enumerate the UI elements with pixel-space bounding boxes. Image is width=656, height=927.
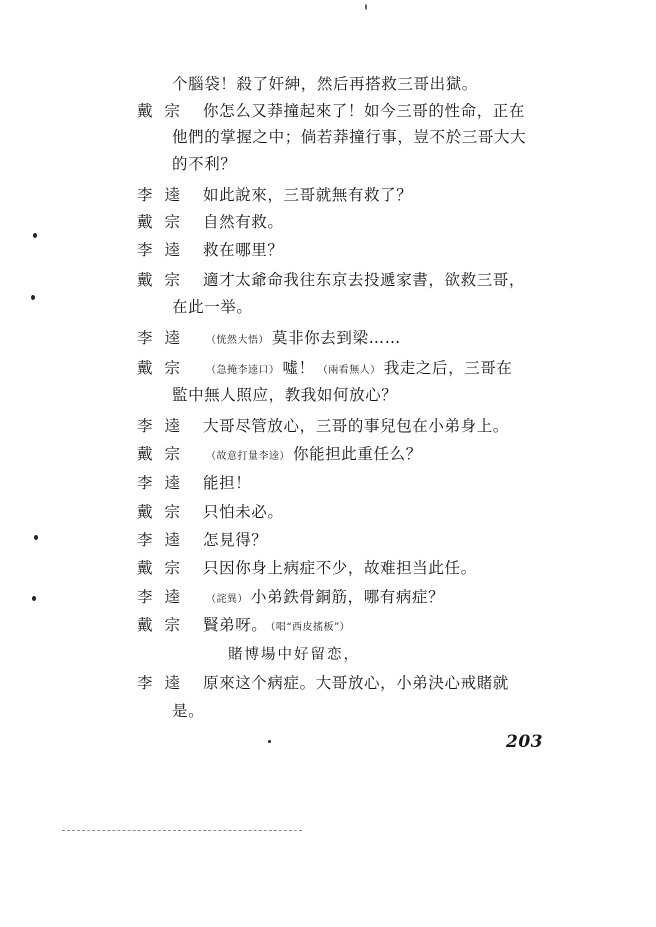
dialogue-line: 自然有救。 <box>203 213 284 231</box>
dialogue-line: 你怎么又莽撞起來了！如今三哥的性命，正在 <box>203 102 526 120</box>
speaker-label: 戴宗 <box>137 559 193 577</box>
dialogue-line: 在此一举。 <box>172 298 253 316</box>
speaker-label: 戴宗 <box>137 616 193 634</box>
dialogue-line: 他們的掌握之中；倘若莽撞行事，豈不於三哥大大 <box>172 128 527 146</box>
speaker-label: 戴宗 <box>137 359 193 377</box>
dialogue-line: 怎見得？ <box>203 531 268 549</box>
dialogue-line <box>203 328 401 351</box>
dialogue-text: 莫非你去到梁…… <box>272 329 401 347</box>
dialogue-line: 如此說來，三哥就無有救了？ <box>203 186 413 204</box>
scan-speck <box>34 535 38 540</box>
speaker-label: 戴宗 <box>137 503 193 521</box>
stage-direction: （急掩李逵口） <box>206 365 280 376</box>
speaker-label: 戴宗 <box>137 271 193 289</box>
verse-line: 賭博場中好留恋， <box>228 647 360 663</box>
dialogue-line <box>203 615 353 638</box>
dialogue-line <box>203 444 422 467</box>
dialogue-line: 能担！ <box>203 474 252 492</box>
stage-direction: （詫異） <box>206 594 248 605</box>
dialogue-line: 是。 <box>172 702 205 720</box>
dialogue-text: 我走之后，三哥在 <box>383 359 513 377</box>
speaker-label: 戴宗 <box>137 213 193 231</box>
speaker-label: 李逵 <box>137 674 193 692</box>
dialogue-text: 噓！ <box>282 359 315 377</box>
stage-direction: （恍然大悟） <box>206 335 269 346</box>
dialogue-line: 个腦袋！殺了奸紳，然后再搭救三哥出獄。 <box>172 75 478 93</box>
dialogue-line: 原來这个病症。大哥放心，小弟決心戒賭就 <box>203 674 509 692</box>
dialogue-text: 小弟鉄骨銅筋，哪有病症？ <box>251 588 445 606</box>
speaker-label: 李逵 <box>137 417 193 435</box>
singing-note: （唱“西皮搖板”） <box>270 622 351 633</box>
dialogue-line: 救在哪里？ <box>203 241 284 259</box>
scan-speck <box>268 740 271 743</box>
dialogue-line: 只怕未必。 <box>203 503 284 521</box>
dialogue-line: 大哥尽管放心，三哥的事兒包在小弟身上。 <box>203 417 509 435</box>
scan-speck <box>365 4 367 10</box>
speaker-label: 李逵 <box>137 474 193 492</box>
dialogue-line: 適才太爺命我往东京去投遞家書，欲救三哥， <box>203 271 526 289</box>
dialogue-text: 賢弟呀。 <box>203 616 268 634</box>
speaker-label: 戴宗 <box>137 102 193 120</box>
scan-speck <box>32 596 36 601</box>
dialogue-line <box>203 358 513 381</box>
dialogue-line: 只因你身上病症不少，故难担当此任。 <box>203 559 477 577</box>
stage-direction: （兩看無人） <box>317 365 381 376</box>
dialogue-line: 監中無人照应，教我如何放心？ <box>172 386 398 404</box>
speaker-label: 戴宗 <box>137 445 193 463</box>
dialogue-line: 的不利？ <box>172 155 237 173</box>
page-number: 203 <box>506 732 543 752</box>
scan-speck <box>31 295 35 300</box>
speaker-label: 李逵 <box>137 588 193 606</box>
scan-artifact-line <box>62 830 302 831</box>
dialogue-text: 你能担此重任么？ <box>293 445 422 463</box>
stage-direction: （故意打量李逵） <box>206 451 290 462</box>
speaker-label: 李逵 <box>137 531 193 549</box>
scan-speck <box>33 233 37 238</box>
speaker-label: 李逵 <box>137 329 193 347</box>
speaker-label: 李逵 <box>137 186 193 204</box>
dialogue-line <box>203 587 444 610</box>
speaker-label: 李逵 <box>137 241 193 259</box>
